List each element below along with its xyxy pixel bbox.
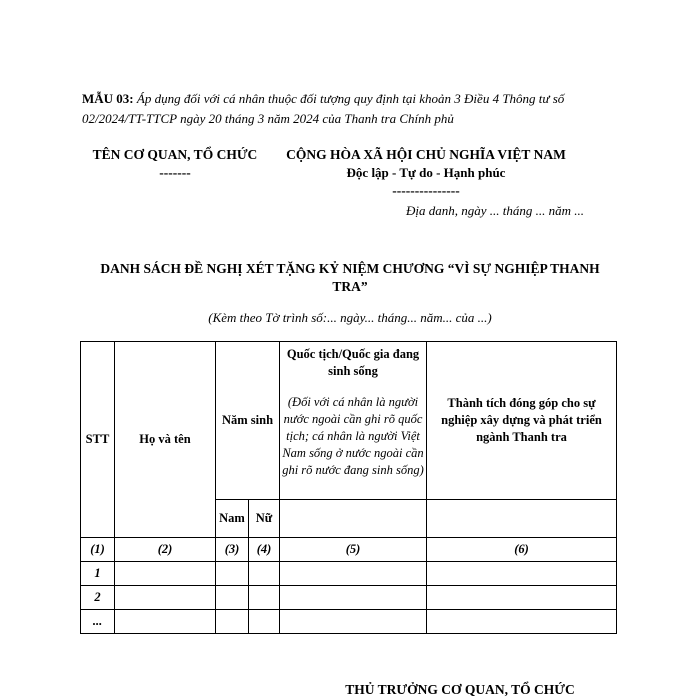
organization-divider: ------- bbox=[159, 165, 191, 180]
table-row bbox=[81, 586, 617, 610]
signature-title: THỦ TRƯỞNG CƠ QUAN, TỔ CHỨC bbox=[345, 682, 575, 697]
header-name: Họ và tên bbox=[115, 342, 216, 538]
form-scope-text: Áp dụng đối với cá nhân thuộc đối tượng quy định tại khoản 3 Điều 4 Thông tư số 02/2024/TT-TTCP ngày 20 tháng 3 năm 2024 của Thanh tra Chính phủ bbox=[82, 91, 565, 126]
table-row bbox=[81, 562, 617, 586]
header-nationality-empty bbox=[280, 500, 427, 538]
form-intro bbox=[82, 89, 612, 129]
header-achievement-empty bbox=[427, 500, 617, 538]
header-nationality-note: (Đối với cá nhân là người nước ngoài cần ghi rõ quốc tịch; cá nhân là người Việt Nam sống ở nước ngoài cần ghi rõ nước đang sinh sống) bbox=[282, 395, 424, 477]
index-cell: (2) bbox=[115, 538, 216, 562]
header-nationality bbox=[280, 342, 427, 500]
row-stt: 1 bbox=[81, 562, 115, 586]
nominee-table bbox=[80, 341, 617, 634]
table-index-row bbox=[81, 538, 617, 562]
organization-name: TÊN CƠ QUAN, TỔ CHỨC bbox=[92, 147, 258, 162]
header-female: Nữ bbox=[249, 500, 280, 538]
row-stt: 2 bbox=[81, 586, 115, 610]
document-title: DANH SÁCH ĐỀ NGHỊ XÉT TẶNG KỶ NIỆM CHƯƠNG “VÌ SỰ NGHIỆP THANH TRA” bbox=[100, 261, 600, 294]
form-code: MẪU 03: bbox=[82, 91, 134, 106]
header-stt: STT bbox=[81, 342, 115, 538]
header-male: Nam bbox=[216, 500, 249, 538]
index-cell: (4) bbox=[249, 538, 280, 562]
index-cell: (1) bbox=[81, 538, 115, 562]
national-name: CỘNG HÒA XÃ HỘI CHỦ NGHĨA VIỆT NAM bbox=[286, 147, 566, 162]
national-divider: --------------- bbox=[392, 183, 460, 198]
table-row bbox=[81, 610, 617, 634]
header-birth-year: Năm sinh bbox=[216, 342, 280, 500]
organization-header bbox=[80, 146, 270, 182]
index-cell: (6) bbox=[427, 538, 617, 562]
place-date: Địa danh, ngày ... tháng ... năm ... bbox=[405, 203, 584, 218]
national-motto: Độc lập - Tự do - Hạnh phúc bbox=[346, 165, 506, 180]
table-header-row bbox=[81, 342, 617, 500]
document-subtitle: (Kèm theo Tờ trình số:... ngày... tháng... năm... của ...) bbox=[208, 310, 492, 325]
row-stt: ... bbox=[81, 610, 115, 634]
national-header bbox=[272, 146, 580, 200]
header-achievement: Thành tích đóng góp cho sự nghiệp xây dựng và phát triển ngành Thanh tra bbox=[427, 342, 617, 500]
index-cell: (3) bbox=[216, 538, 249, 562]
header-nationality-title: Quốc tịch/Quốc gia đang sinh sống bbox=[286, 347, 420, 378]
index-cell: (5) bbox=[280, 538, 427, 562]
